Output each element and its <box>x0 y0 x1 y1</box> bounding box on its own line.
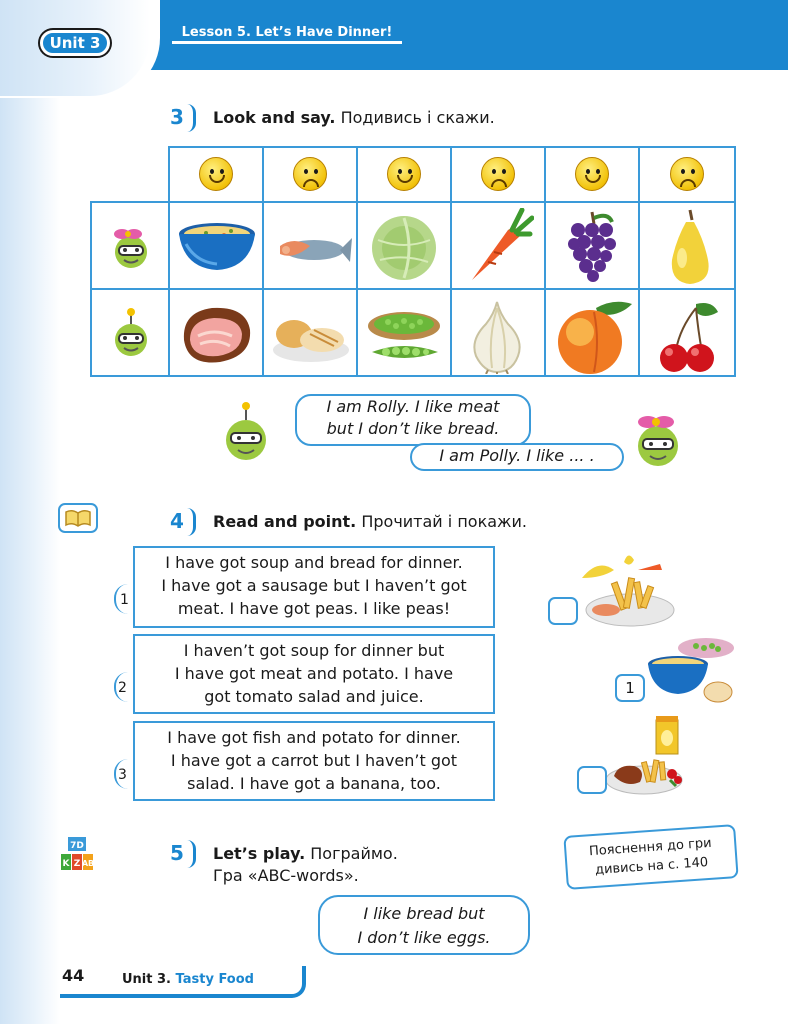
carrot-icon <box>462 208 534 284</box>
block-letter: A <box>81 859 89 868</box>
footer-title <box>122 972 254 987</box>
book-icon <box>58 503 98 533</box>
exercise-instruction: Let’s play. <box>213 844 306 863</box>
text-line: I have got soup and bread for dinner. <box>165 553 463 572</box>
left-margin-strip <box>0 0 60 1024</box>
game-note-box <box>563 824 738 890</box>
text-line: got tomato salad and juice. <box>204 687 424 706</box>
fish-icon <box>270 226 352 271</box>
page-number: 44 <box>62 966 85 985</box>
cherries-icon <box>656 298 720 376</box>
bubble-line: I like bread but <box>363 904 485 923</box>
block-letter: 7D <box>70 841 84 851</box>
exercise-heading <box>213 844 398 863</box>
block-letter: B <box>88 859 94 868</box>
letter-blocks-icon <box>60 836 94 872</box>
footer-unit: Unit 3. <box>122 972 171 987</box>
lesson-title: Lesson 5. Let’s Have Dinner! <box>172 22 402 44</box>
exercise-number: 5 <box>162 838 192 868</box>
exercise-number: 4 <box>162 506 192 536</box>
exercise-heading <box>213 108 495 127</box>
text-number: 3 <box>118 767 127 783</box>
text-line: I haven’t got soup for dinner but <box>183 641 445 660</box>
block-letter: K <box>62 859 70 869</box>
exercise-translation: Подивись і скажи. <box>340 108 495 127</box>
reading-text-1 <box>133 546 495 628</box>
exercise-instruction: Read and point. <box>213 512 357 531</box>
answer-box[interactable] <box>548 597 578 625</box>
text-line: I have got meat and potato. I have <box>174 664 454 683</box>
soup-bowl-icon <box>176 216 258 278</box>
meat-icon <box>176 300 256 370</box>
spacer <box>646 652 647 653</box>
bubble-line: I am Polly. I like ... . <box>439 446 595 465</box>
example-speech-bubble <box>318 895 530 955</box>
exercise-heading <box>213 512 527 531</box>
cabbage-icon <box>366 210 442 282</box>
peas-icon <box>364 306 444 366</box>
rolly-character-icon <box>218 400 274 470</box>
answer-box[interactable] <box>577 766 607 794</box>
exercise-number: 3 <box>162 102 192 132</box>
note-line: Пояснення до гри <box>588 835 713 860</box>
text-line: I have got a carrot but I haven’t got <box>170 751 458 770</box>
happy-face-icon <box>199 157 233 191</box>
peach-icon <box>550 298 636 376</box>
dinner-meat-fries-juice-icon <box>604 714 690 800</box>
footer-topic: Tasty Food <box>175 972 254 987</box>
note-line: дивись на с. 140 <box>594 855 709 878</box>
happy-face-icon <box>387 157 421 191</box>
grapes-icon <box>564 208 620 284</box>
block-letter <box>82 859 94 868</box>
bubble-line: but I don’t like bread. <box>326 419 500 438</box>
text-line: meat. I have got peas. I like peas! <box>177 599 451 618</box>
exercise-subtitle: Гра «ABC-words». <box>213 866 359 885</box>
sad-face-icon <box>293 157 327 191</box>
exercise-translation: Пограймо. <box>310 844 398 863</box>
dinner-soup-peas-bread-icon <box>644 634 736 706</box>
rolly-speech-bubble <box>295 394 531 446</box>
happy-face-icon <box>575 157 609 191</box>
reading-text-3 <box>133 721 495 801</box>
exercise-instruction: Look and say. <box>213 108 336 127</box>
text-line: I have got fish and potato for dinner. <box>167 728 461 747</box>
text-line: I have got a sausage but I haven’t got <box>161 576 467 595</box>
onion-icon <box>466 298 528 374</box>
text-number: 2 <box>118 680 127 696</box>
food-grid <box>90 146 736 377</box>
unit-badge: Unit 3 <box>40 30 110 56</box>
bubble-line: I don’t like eggs. <box>357 928 491 947</box>
polly-character-icon <box>630 408 686 470</box>
sad-face-icon <box>481 157 515 191</box>
rolly-character-icon <box>106 306 156 366</box>
dinner-plate-fries-fish-icon <box>578 548 678 632</box>
text-number: 1 <box>120 592 129 608</box>
answer-box[interactable]: 1 <box>615 674 645 702</box>
bread-icon <box>270 306 352 366</box>
polly-speech-bubble <box>410 443 624 471</box>
block-letter: Z <box>73 859 81 869</box>
bubble-line: I am Rolly. I like meat <box>326 397 500 416</box>
text-line: salad. I have got a banana, too. <box>187 774 441 793</box>
reading-text-2 <box>133 634 495 714</box>
sad-face-icon <box>670 157 704 191</box>
exercise-translation: Прочитай і покажи. <box>361 512 527 531</box>
pear-icon <box>662 206 718 286</box>
polly-character-icon <box>106 216 156 276</box>
